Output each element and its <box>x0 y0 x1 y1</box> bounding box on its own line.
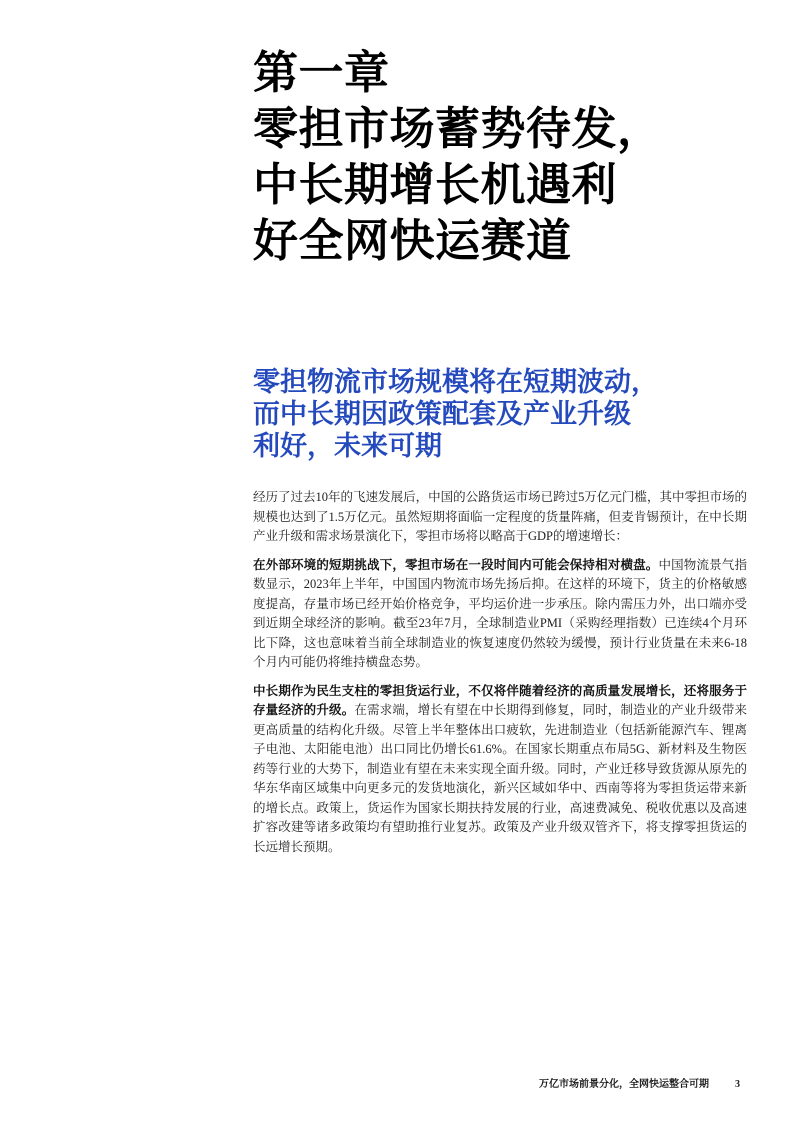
body-copy <box>253 488 747 857</box>
page-content <box>253 45 747 857</box>
paragraph-1-text: 经历了过去10年的飞速发展后，中国的公路货运市场已跨过5万亿元门槛，其中零担市场的规模也达到了1.5万亿元。虽然短期将面临一定程度的货量阵痛，但麦肯锡预计，在中长期产业升级和需求场景演化下，零担市场将以略高于GDP的增速增长： <box>253 490 747 543</box>
chapter-title-line-2: 零担市场蓄势待发， <box>253 104 663 154</box>
chapter-title-line-1: 第一章 <box>253 48 390 98</box>
paragraph-2-lead: 在外部环境的短期挑战下，零担市场在一段时间内可能会保持相对横盘。 <box>253 557 659 572</box>
footer-running-title: 万亿市场前景分化，全网快运整合可期 <box>539 1079 709 1090</box>
chapter-title-line-4: 好全网快运赛道 <box>253 216 572 266</box>
chapter-title-line-3: 中长期增长机遇利 <box>253 160 618 210</box>
page-footer <box>539 1075 740 1090</box>
paragraph-3-lead: 中长期作为民生支柱的零担货运行业，不仅将伴随着经济的高质量发展增长，还将服务于存量经济的升级。 <box>253 683 747 717</box>
paragraph-1 <box>253 488 747 547</box>
paragraph-2-text: 中国物流景气指数显示，2023年上半年，中国国内物流市场先扬后抑。在这样的环境下，货主的价格敏感度提高，存量市场已经开始价格竞争，平均运价进一步承压。除内需压力外，出口端亦受到近期全球经济的影响。截至23年7月，全球制造业PMI（采购经理指数）已连续4个月环比下降，这也意味着当前全球制造业的恢复速度仍然较为缓慢，预计行业货量在未来6-18个月内可能仍将维持横盘态势。 <box>253 557 747 669</box>
chapter-title <box>253 45 747 269</box>
paragraph-2 <box>253 556 747 673</box>
section-heading-line-2: 而中长期因政策配套及产业升级 <box>253 399 631 429</box>
paragraph-3 <box>253 682 747 858</box>
paragraph-3-text: 在需求端，增长有望在中长期得到修复，同时，制造业的产业升级带来更高质量的结构化升级。尽管上半年整体出口疲软，先进制造业（包括新能源汽车、锂离子电池、太阳能电池）出口同比仍增长61.6%。在国家长期重点布局5G、新材料及生物医药等行业的大势下，制造业有望在未来实现全面升级。同时，产业迁移导致货源从原先的华东华南区域集中向更多元的发货地演化，新兴区域如华中、西南等将为零担货运带来新的增长点。政策上，货运作为国家长期扶持发展的行业，高速费减免、税收优惠以及高速扩容改建等诸多政策均有望助推行业复苏。政策及产业升级双管齐下，将支撑零担货运的长远增长预期。 <box>253 703 747 854</box>
section-heading-line-3: 利好，未来可期 <box>253 431 442 461</box>
footer-page-number: 3 <box>735 1079 740 1090</box>
section-heading <box>253 366 747 462</box>
section-heading-line-1: 零担物流市场规模将在短期波动， <box>253 367 658 397</box>
